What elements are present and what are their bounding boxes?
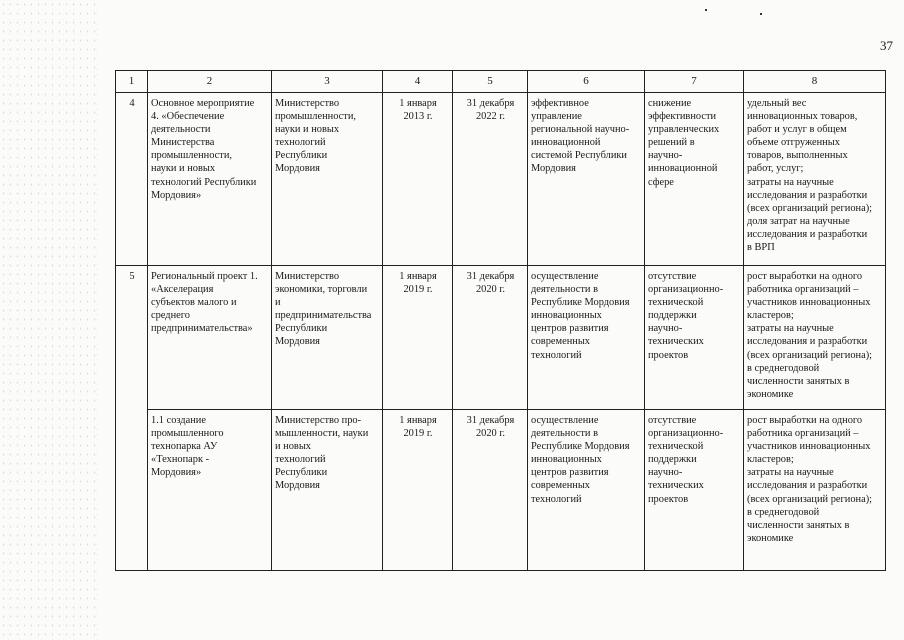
column-number-header: 1 — [116, 71, 148, 93]
consequences-cell: снижение эффективности управленческих решений в научно- инновационной сфере — [645, 93, 744, 266]
scan-speck — [760, 13, 762, 15]
executor-cell: Министерство экономики, торговли и предпринимательства Республики Мордовия — [272, 266, 383, 410]
measure-name-cell: Региональный проект 1. «Акселерация субъектов малого и среднего предпринимательства» — [148, 266, 272, 410]
page-number: 37 — [880, 38, 893, 53]
column-number-header: 7 — [645, 71, 744, 93]
measure-name-cell: 1.1 создание промышленного технопарка АУ «Технопарк - Мордовия» — [148, 410, 272, 571]
consequences-cell: отсутствие организационно- технической поддержки научно- технических проектов — [645, 266, 744, 410]
column-number-header: 3 — [272, 71, 383, 93]
column-number-header: 2 — [148, 71, 272, 93]
indicators-cell: рост выработки на одного работника организаций – участников инновационных кластеров; затраты на научные исследования и разработки (всех организаций региона); в среднегодовой численности занятых в экономике — [744, 266, 886, 410]
document-table — [115, 70, 886, 571]
end-date-cell: 31 декабря 2022 г. — [453, 93, 528, 266]
executor-cell: Министерство про- мышленности, науки и новых технологий Республики Мордовия — [272, 410, 383, 571]
column-number-header: 8 — [744, 71, 886, 93]
indicators-cell: удельный вес инновационных товаров, работ и услуг в общем объеме отгруженных товаров, выполненных работ, услуг; затраты на научные исследования и разработки (всех организаций региона); доля затрат на научные исследования и разработки в ВРП — [744, 93, 886, 266]
expected-result-cell: осуществление деятельности в Республике Мордовия инновационных центров развития современных технологий — [528, 410, 645, 571]
column-number-header: 4 — [383, 71, 453, 93]
executor-cell: Министерство промышленности, науки и новых технологий Республики Мордовия — [272, 93, 383, 266]
scan-noise — [0, 0, 100, 640]
expected-result-cell: эффективное управление региональной научно- инновационной системой Республики Мордовия — [528, 93, 645, 266]
end-date-cell: 31 декабря 2020 г. — [453, 266, 528, 410]
start-date-cell: 1 января 2019 г. — [383, 266, 453, 410]
end-date-cell: 31 декабря 2020 г. — [453, 410, 528, 571]
start-date-cell: 1 января 2013 г. — [383, 93, 453, 266]
indicators-cell: рост выработки на одного работника организаций – участников инновационных кластеров; затраты на научные исследования и разработки (всех организаций региона); в среднегодовой численности занятых в экономике — [744, 410, 886, 571]
scan-speck — [705, 9, 707, 11]
measure-name-cell: Основное мероприятие 4. «Обеспечение деятельности Министерства промышленности, науки и новых технологий Республики Мордовия» — [148, 93, 272, 266]
row-number-cell: 5 — [116, 266, 148, 571]
expected-result-cell: осуществление деятельности в Республике Мордовия инновационных центров развития современных технологий — [528, 266, 645, 410]
column-number-header: 5 — [453, 71, 528, 93]
start-date-cell: 1 января 2019 г. — [383, 410, 453, 571]
consequences-cell: отсутствие организационно- технической поддержки научно- технических проектов — [645, 410, 744, 571]
column-number-header: 6 — [528, 71, 645, 93]
row-number-cell: 4 — [116, 93, 148, 266]
